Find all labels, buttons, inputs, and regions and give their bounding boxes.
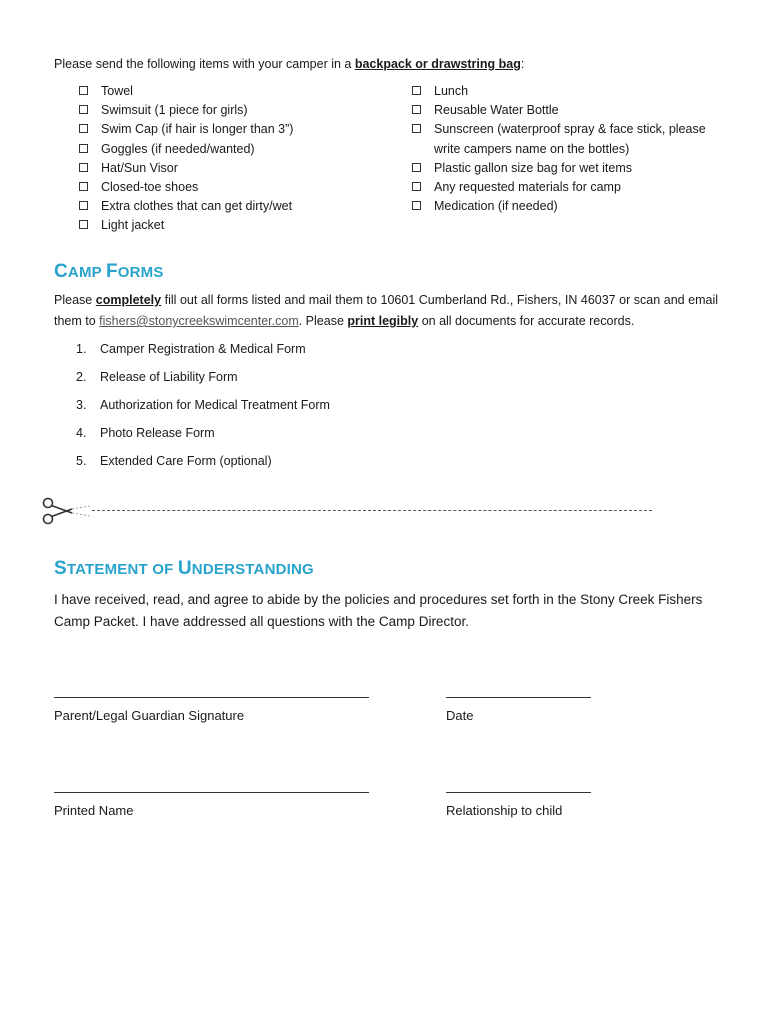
checklist-item: Towel — [79, 82, 379, 101]
date-label: Date — [446, 708, 474, 723]
statement-text: I have received, read, and agree to abide by the policies and procedures set forth in the Stony Creek Fishers Camp Packet. I have addressed all questions with the Camp Director. — [54, 592, 703, 629]
checkbox[interactable] — [412, 201, 421, 210]
checklist-right — [412, 82, 732, 216]
intro-text — [54, 57, 524, 71]
list-item: 1. Camper Registration & Medical Form — [76, 342, 306, 356]
cut-line — [92, 510, 652, 511]
camp-forms-instructions: Please completely fill out all forms listed and mail them to 10601 Cumberland Rd., Fishers, IN 46037 or scan and email them to fishers@stonycreekswimcenter.com. Please print legibly on all documents for accurate records. — [54, 293, 718, 328]
intro-emphasis: backpack or drawstring bag — [354, 57, 521, 71]
list-item: 4. Photo Release Form — [76, 426, 215, 440]
checkbox[interactable] — [79, 144, 88, 153]
intro-prefix: Please send the following items with your camper in a — [54, 57, 355, 71]
checklist-item: Light jacket — [79, 216, 379, 235]
checklist-item: Any requested materials for camp — [412, 178, 732, 197]
forms-list — [76, 340, 330, 480]
checkbox[interactable] — [79, 182, 88, 191]
checkbox[interactable] — [412, 86, 421, 95]
checklist-item: Sunscreen (waterproof spray & face stick, please — [412, 120, 732, 139]
relationship-line[interactable] — [446, 792, 591, 793]
statement-heading: STATEMENT OF UNDERSTANDING — [54, 558, 314, 579]
checklist-item: Reusable Water Bottle — [412, 101, 732, 120]
checkbox[interactable] — [79, 163, 88, 172]
checkbox[interactable] — [412, 105, 421, 114]
intro-suffix: : — [520, 57, 525, 71]
list-item: 5. Extended Care Form (optional) — [76, 454, 272, 468]
checklist-item: Swimsuit (1 piece for girls) — [79, 101, 379, 120]
checklist-item: Lunch — [412, 82, 732, 101]
printed-name-line[interactable] — [54, 792, 369, 793]
checklist-item: Plastic gallon size bag for wet items — [412, 159, 732, 178]
checklist-left — [79, 82, 379, 236]
checkbox[interactable] — [79, 201, 88, 210]
email-link[interactable]: fishers@stonycreekswimcenter.com — [99, 314, 299, 328]
checklist-item: Extra clothes that can get dirty/wet — [79, 197, 379, 216]
camp-forms-heading: CAMP FORMS — [54, 261, 164, 282]
checkbox[interactable] — [79, 124, 88, 133]
parent-signature-line[interactable] — [54, 697, 369, 698]
checklist-item-continuation: write campers name on the bottles) — [434, 141, 630, 156]
checkbox[interactable] — [79, 105, 88, 114]
checklist-item: Medication (if needed) — [412, 197, 732, 216]
parent-signature-label: Parent/Legal Guardian Signature — [54, 708, 245, 723]
checklist-item: Goggles (if needed/wanted) — [79, 140, 379, 159]
date-line[interactable] — [446, 697, 591, 698]
checkbox[interactable] — [412, 124, 421, 133]
checkbox[interactable] — [412, 163, 421, 172]
checklist-item: Hat/Sun Visor — [79, 159, 379, 178]
checkbox[interactable] — [412, 182, 421, 191]
scissors-icon — [40, 496, 92, 531]
checkbox[interactable] — [79, 86, 88, 95]
checkbox[interactable] — [79, 220, 88, 229]
relationship-label: Relationship to child — [446, 803, 563, 818]
list-item: 3. Authorization for Medical Treatment Form — [76, 398, 330, 412]
checklist-item: Closed-toe shoes — [79, 178, 379, 197]
list-item: 2. Release of Liability Form — [76, 370, 238, 384]
printed-name-label: Printed Name — [54, 803, 134, 818]
checklist-item: Swim Cap (if hair is longer than 3”) — [79, 120, 379, 139]
